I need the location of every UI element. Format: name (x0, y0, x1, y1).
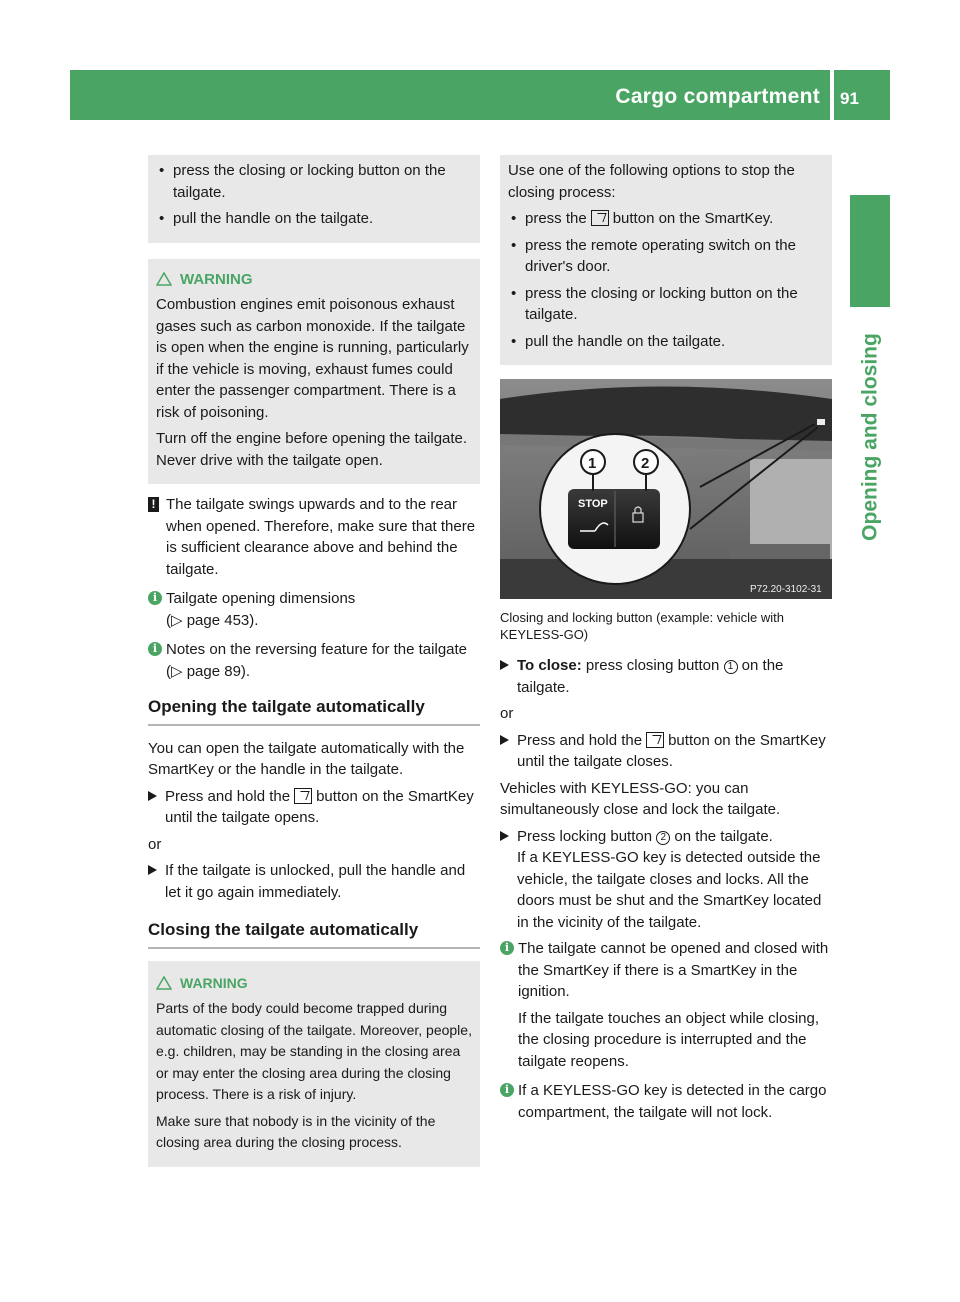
section-heading: Closing the tailgate automatically (148, 919, 480, 949)
warning-triangle-icon (156, 272, 172, 286)
left-column (148, 155, 480, 1175)
paragraph: You can open the tailgate automatically with the SmartKey or the handle in the tailgate. (148, 739, 465, 778)
step-arrow-icon (500, 831, 509, 841)
page-reference-link[interactable]: (▷ page 453). (166, 611, 259, 629)
callout-ref-1: 1 (724, 660, 738, 674)
step-arrow-icon (500, 660, 509, 670)
info-icon: i (500, 941, 514, 955)
step-arrow-icon (500, 735, 509, 745)
right-column (500, 155, 832, 1131)
info-note: i If a KEYLESS-GO key is detected in the cargo compartment, the tailgate will not lock. (500, 1080, 832, 1123)
info-note: i Tailgate opening dimensions (▷ page 453). (148, 588, 480, 631)
exclamation-icon: ! (148, 497, 159, 512)
instruction-step: If the tailgate is unlocked, pull the handle and let it go again immediately. (148, 860, 480, 903)
list-item: • press the closing or locking button on the tailgate. (508, 283, 824, 326)
callout-ref-2: 2 (656, 831, 670, 845)
list-item: • press the closing or locking button on the tailgate. (156, 160, 472, 203)
instruction-step: To close: press closing button 1 on the tailgate. (500, 655, 832, 698)
page-number: 91 (840, 89, 859, 108)
paragraph: Use one of the following options to stop the closing process: (508, 162, 795, 201)
or-text: or (500, 705, 514, 722)
warning-box-trapping (148, 961, 480, 1167)
or-text: or (148, 835, 162, 853)
callout-1: 1 (588, 455, 597, 472)
page-title: Cargo compartment (615, 85, 820, 108)
figure-code: P72.20-3102-31 (750, 584, 822, 595)
info-icon: i (148, 591, 162, 605)
warning-triangle-icon (156, 976, 172, 990)
list-item: • press the remote operating switch on the driver's door. (508, 235, 824, 278)
warning-text: Make sure that nobody is in the vicinity of the closing area during the closing process. (156, 1112, 436, 1150)
header-divider (830, 70, 834, 120)
options-box (148, 155, 480, 243)
tailgate-illustration (500, 379, 832, 599)
stop-label: STOP (578, 498, 608, 510)
warning-text: Turn off the engine before opening the tailgate. Never drive with the tailgate open. (156, 430, 468, 469)
figure-caption: Closing and locking button (example: vehicle with KEYLESS-GO) (500, 610, 784, 642)
stop-options-box (500, 155, 832, 365)
warning-title: WARNING (180, 974, 248, 991)
tailgate-key-icon (294, 788, 312, 804)
tailgate-button-figure (500, 379, 832, 599)
list-item: • pull the handle on the tailgate. (156, 208, 472, 230)
caution-note: ! The tailgate swings upwards and to the rear when opened. Therefore, make sure that there is sufficient clearance above and behind the tailgate. (148, 494, 480, 580)
info-note: i Notes on the reversing feature for the tailgate (▷ page 89). (148, 639, 480, 682)
tailgate-key-icon (591, 210, 609, 226)
instruction-step: Press locking button 2 on the tailgate. If a KEYLESS-GO key is detected outside the vehicle, the tailgate closes and locks. All the doors must be shut and the SmartKey located in the vicinity of the tailgate. (500, 826, 832, 934)
info-icon: i (148, 642, 162, 656)
warning-box-exhaust (148, 259, 480, 485)
section-heading: Opening the tailgate automatically (148, 696, 480, 726)
instruction-step: Press and hold the button on the SmartKey until the tailgate opens. (148, 786, 480, 829)
warning-title: WARNING (180, 270, 253, 288)
info-icon: i (500, 1083, 514, 1097)
tailgate-key-icon (646, 732, 664, 748)
paragraph: Vehicles with KEYLESS-GO: you can simultaneously close and lock the tailgate. (500, 779, 781, 818)
warning-text: Combustion engines emit poisonous exhaust gases such as carbon monoxide. If the tailgate is open when the engine is running, particularly if the vehicle is moving, exhaust fumes could enter the passenger compartment. There is a risk of poisoning. (156, 296, 469, 421)
step-detail: If a KEYLESS-GO key is detected outside the vehicle, the tailgate closes and locks. All the doors must be shut and the SmartKey located in the vicinity of the tailgate. (517, 849, 822, 931)
list-item: • press the button on the SmartKey. (508, 208, 824, 230)
list-item: • pull the handle on the tailgate. (508, 331, 824, 353)
step-arrow-icon (148, 865, 157, 875)
step-arrow-icon (148, 791, 157, 801)
warning-text: Parts of the body could become trapped during automatic closing of the tailgate. Moreover, people, e.g. children, may be standing in the closing area or may enter the closing area during the closing process. There is a risk of injury. (156, 1000, 472, 1102)
info-note: i The tailgate cannot be opened and closed with the SmartKey if there is a SmartKey in the ignition. If the tailgate touches an object while closing, the closing procedure is interrupted and the tailgate reopens. (500, 938, 832, 1072)
chapter-label: Opening and closing (858, 333, 882, 541)
instruction-step: Press and hold the button on the SmartKey until the tailgate closes. (500, 730, 832, 773)
callout-2: 2 (641, 455, 650, 472)
chapter-tab (850, 195, 890, 307)
